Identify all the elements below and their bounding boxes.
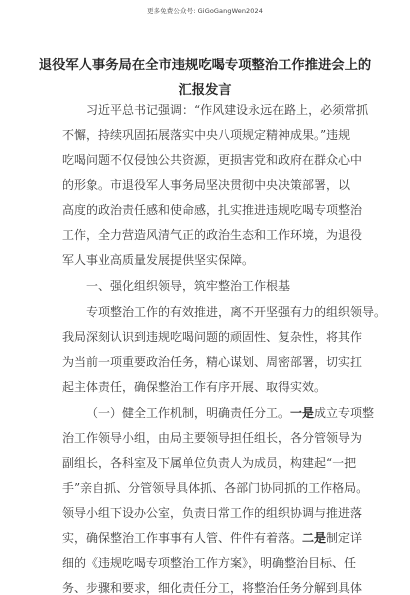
- paragraph-line: 我局深刻认识到违规吃喝问题的顽固性、复杂性，将其作: [62, 330, 363, 344]
- paragraph-line: 务、步骤和要求，细化责任分工，将整治任务分解到具体: [62, 581, 363, 595]
- document-title-line-1: 退役军人事务局在全市违规吃喝专项整治工作推进会上的: [38, 58, 372, 73]
- paragraph-line: 不懈，持续巩固拓展落实中央八项规定精神成果。”违规: [62, 128, 351, 142]
- watermark-text: 更多免费公众号: GiGoGangWen2024: [147, 7, 263, 15]
- subsection-heading: （一）健全工作机制，明确责任分工。: [86, 406, 291, 420]
- paragraph-line: 细的《违规吃喝专项整治工作方案》，明确整治目标、任: [62, 556, 357, 570]
- paragraph-line: 吃喝问题不仅侵蚀公共资源，更损害党和政府在群众心中: [62, 153, 363, 167]
- paragraph-line: 工作，全力营造风清气正的政治生态和工作环境，为退役: [62, 228, 363, 242]
- paragraph-line: 习近平总书记强调：“作风建设永远在路上，必须常抓: [86, 103, 369, 117]
- paragraph-line: 专项整治工作的有效推进，离不开坚强有力的组织领导。: [86, 305, 387, 319]
- paragraph-line: 的形象。市退役军人事务局坚决贯彻中央决策部署，以: [62, 178, 351, 192]
- paragraph-line: 军人事业高质量发展提供坚实保障。: [62, 253, 255, 267]
- paragraph-text: 制定详: [326, 531, 363, 545]
- paragraph-line: 起主体责任，确保整治工作有序开展、取得实效。: [62, 380, 327, 394]
- paragraph-line: 高度的政治责任感和使命感，扎实推进违规吃喝专项整治: [62, 203, 363, 217]
- paragraph-text: 实，确保整治工作事事有人管、件件有着落。: [62, 531, 303, 545]
- section-heading: 一、强化组织领导，筑牢整治工作根基: [86, 279, 291, 293]
- paragraph-line: 手”亲自抓、分管领导具体抓、各部门协同抓的工作格局。: [62, 481, 369, 495]
- paragraph-line: 治工作领导小组，由局主要领导担任组长，各分管领导为: [62, 431, 363, 445]
- emphasis-marker: 一是: [290, 406, 315, 420]
- paragraph-line: [62, 531, 362, 545]
- paragraph-line: 领导小组下设办公室，负责日常工作的组织协调与推进落: [62, 506, 363, 520]
- paragraph-line: 副组长，各科室及下属单位负责人为成员，构建起“一把: [62, 456, 357, 470]
- paragraph-line: 为当前一项重要政治任务，精心谋划、周密部署，切实扛: [62, 355, 363, 369]
- document-title-line-2: 汇报发言: [178, 83, 232, 98]
- paragraph-text: 成立专项整: [314, 406, 375, 420]
- emphasis-marker: 二是: [302, 531, 327, 545]
- paragraph-line: [86, 406, 374, 420]
